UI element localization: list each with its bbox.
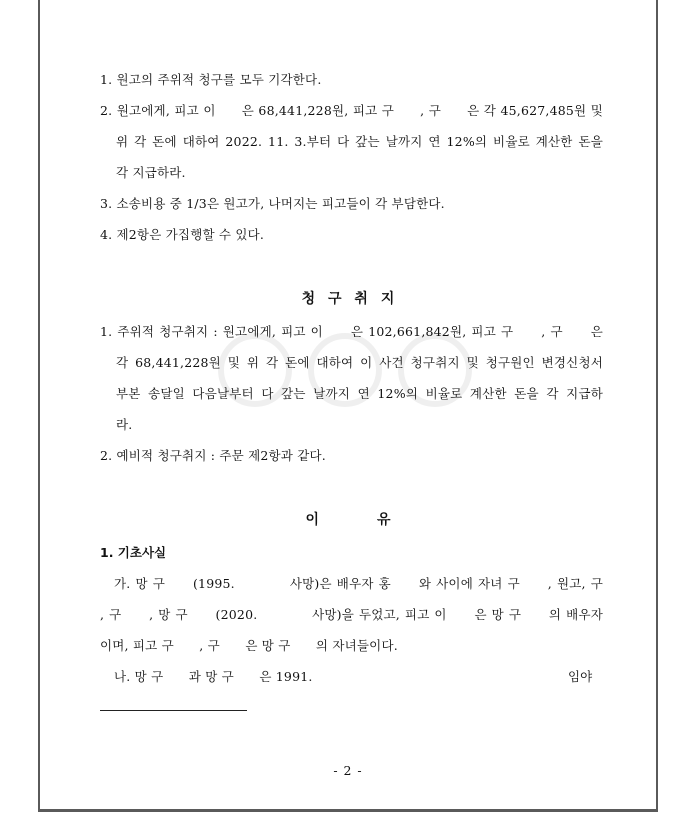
claim-item-1-end: 라. [116,417,133,432]
footnote-divider [100,710,247,711]
order-item-2-cont: 위 각 돈에 대하여 2022. 11. 3.부터 다 갚는 날까지 연 12%의 비율로 계산한 돈을 [116,134,603,149]
claim-item-2: 2. 예비적 청구취지 : 주문 제2항과 같다. [100,448,326,463]
fact-item-na-right: 임야 [568,669,593,684]
reason-heading: 이 유 [305,512,395,528]
fact-item-na: 나. 망 구 과 망 구 은 1991. [114,669,313,684]
claim-item-1-cont: 각 68,441,228원 및 위 각 돈에 대하여 이 사건 청구취지 및 청구원인 변경신청서 [116,355,603,370]
claim-heading: 청 구 취 지 [301,291,399,307]
order-item-4: 4. 제2항은 가집행할 수 있다. [100,227,265,242]
claim-item-1: 1. 주위적 청구취지 : 원고에게, 피고 이 은 102,661,842원, 피고 구 , 구 은 [100,324,603,339]
fact-item-ga-cont: , 구 , 망 구 (2020. 사망)을 두었고, 피고 이 은 망 구 의 배우자 [100,607,603,622]
fact-item-ga: 가. 망 구 (1995. 사망)은 배우자 홍 와 사이에 자녀 구 , 원고, 구 [114,576,603,591]
order-item-2: 2. 원고에게, 피고 이 은 68,441,228원, 피고 구 , 구 은 각 45,627,485원 및 [100,103,603,118]
order-item-2-end: 각 지급하라. [116,165,186,180]
page-number: - 2 - [333,763,363,778]
order-item-3: 3. 소송비용 중 1/3은 원고가, 나머지는 피고들이 각 부담한다. [100,196,445,211]
fact-item-ga-end: 이며, 피고 구 , 구 은 망 구 의 자녀들이다. [100,638,398,653]
claim-item-1-cont2: 부본 송달일 다음날부터 다 갚는 날까지 연 12%의 비율로 계산한 돈을 각 지급하 [116,386,603,401]
order-item-1: 1. 원고의 주위적 청구를 모두 기각한다. [100,72,322,87]
section-title-basic-facts: 1. 기초사실 [100,545,167,560]
document-page [38,0,658,812]
